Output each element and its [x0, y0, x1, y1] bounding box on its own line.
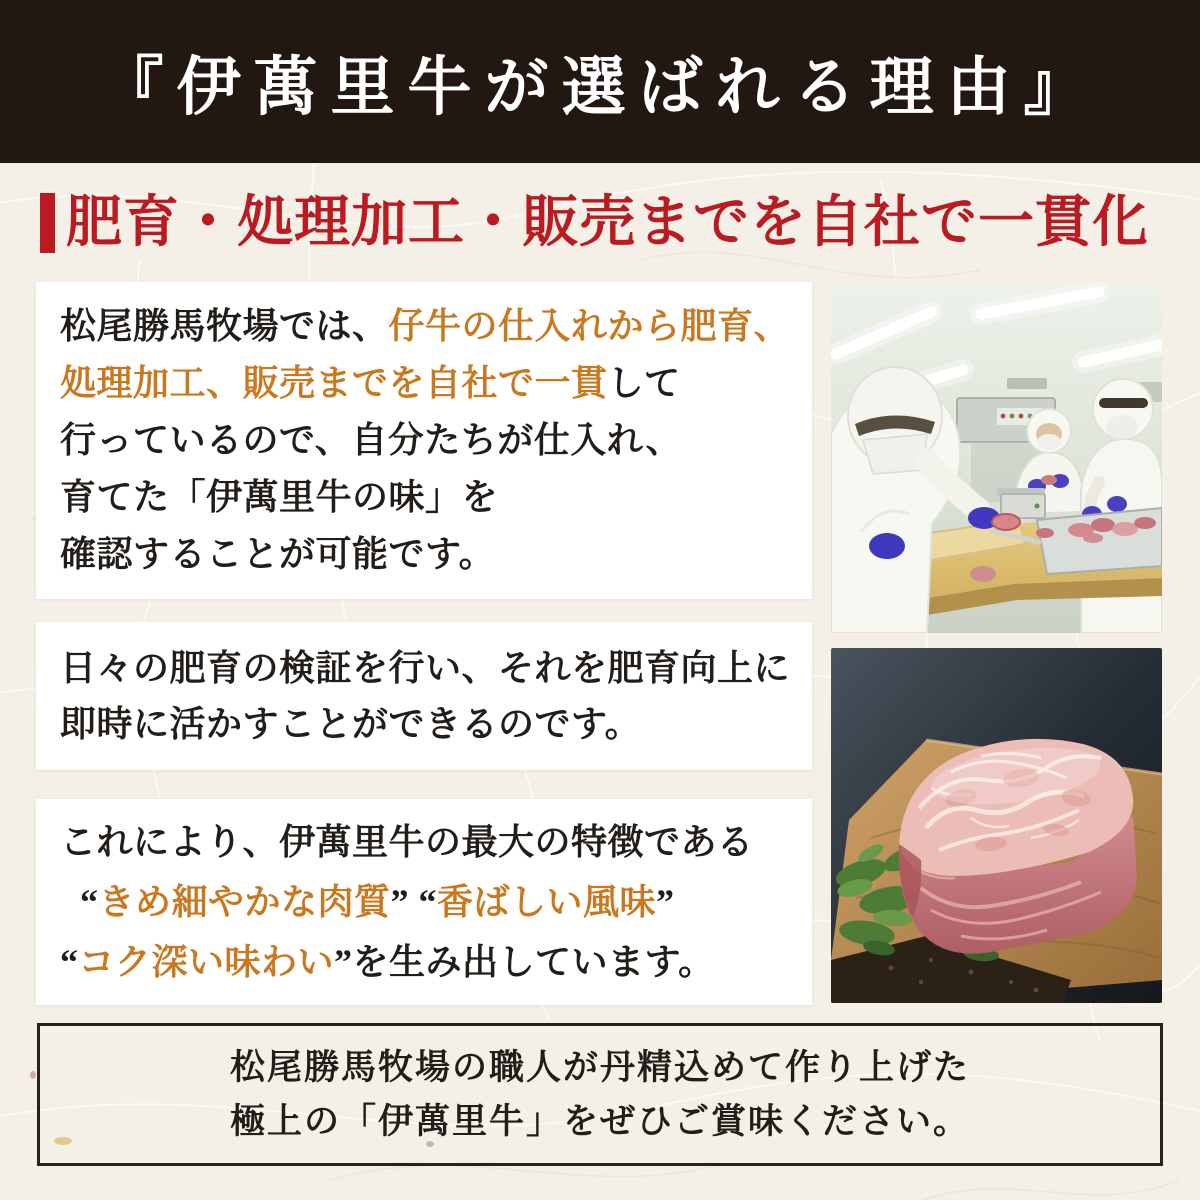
text-segment: 行っているので、自分たちが仕入れ、 — [60, 420, 682, 460]
card-text-line — [60, 696, 804, 752]
text-segment: 日々の肥育の検証を行い、それを肥育向上に — [60, 648, 791, 688]
card-text-line — [60, 812, 804, 872]
heading-accent-bar — [40, 193, 55, 253]
page-title: 『伊萬里牛が選ばれる理由』 — [99, 51, 1101, 123]
card-text-line — [60, 412, 804, 469]
text-segment: 確認することが可能です。 — [60, 534, 496, 574]
section-heading — [40, 193, 1149, 253]
text-segment: 仔牛の仕入れから肥育、 — [388, 306, 791, 346]
header-banner — [0, 0, 1200, 163]
wagyu-beef-illustration — [831, 648, 1162, 1003]
quote-mark: ” “ — [390, 882, 438, 922]
photo-meat-processing-facility — [831, 282, 1162, 633]
photo-wagyu-beef-block — [831, 648, 1162, 1003]
text-segment: きめ細やかな肉質 — [98, 882, 391, 922]
section-heading-text: 肥育・処理加工・販売までを自社で一貫化 — [66, 192, 1149, 254]
text-segment: を生み出しています。 — [352, 942, 715, 982]
text-segment: 処理加工、販売までを自社で一貫 — [60, 363, 608, 403]
text-segment: 香ばしい風味 — [437, 882, 657, 922]
text-segment: 即時に活かすことができるのです。 — [60, 704, 642, 744]
text-segment: して — [607, 363, 681, 403]
text-segment: これにより、伊萬里牛の最大の特徴である — [60, 822, 754, 862]
text-segment: 育てた「伊萬里牛の味」を — [60, 477, 499, 517]
meat-processing-illustration — [831, 282, 1162, 633]
quote-mark: ” — [334, 942, 353, 982]
text-segment: コク深い味わい — [78, 942, 335, 982]
card-text-line — [60, 526, 804, 583]
footer-note-line: 松尾勝馬牧場の職人が丹精込めて作り上げた — [229, 1047, 970, 1087]
footer-note-line: 極上の「伊萬里牛」をぜひご賞味ください。 — [229, 1101, 970, 1141]
card-text-line — [60, 640, 804, 696]
footer-note-box — [37, 1023, 1163, 1166]
info-card-beef-features — [36, 799, 812, 1005]
quote-mark: ” — [656, 882, 675, 922]
card-text-line — [60, 298, 804, 355]
quote-mark: “ — [80, 882, 99, 922]
quote-mark: “ — [60, 942, 79, 982]
beef-block — [899, 738, 1137, 953]
info-card-daily-verification — [36, 622, 812, 770]
info-card-integrated-production — [36, 282, 812, 599]
card-text-line — [60, 469, 804, 526]
text-segment: 松尾勝馬牧場では、 — [60, 306, 389, 346]
card-text-line — [60, 932, 804, 992]
card-text-line — [60, 355, 804, 412]
card-text-line — [60, 872, 804, 932]
